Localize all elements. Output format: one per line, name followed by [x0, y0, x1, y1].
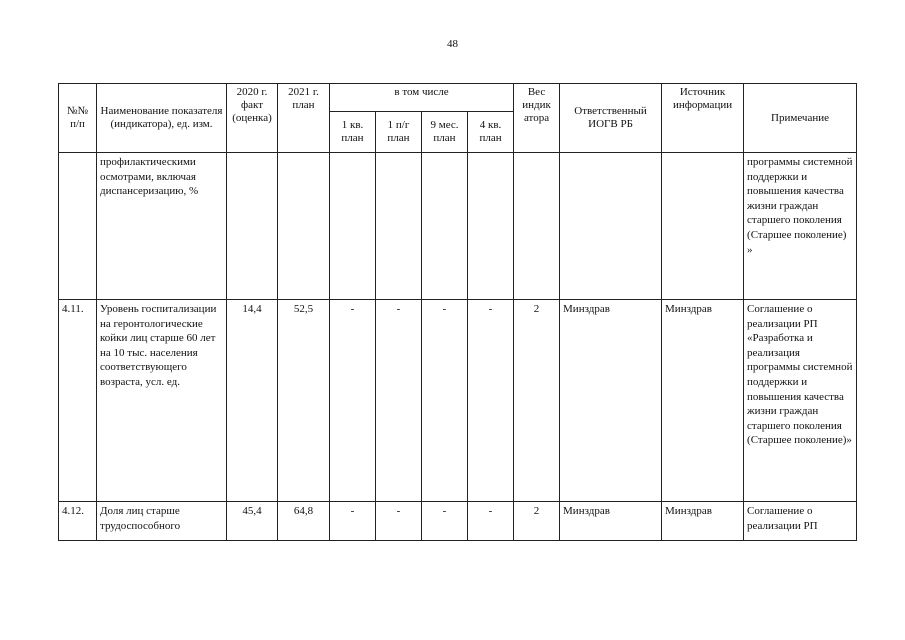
- cell-q1: [330, 153, 376, 300]
- cell-h1: -: [376, 502, 422, 541]
- cell-source: [662, 153, 744, 300]
- cell-fact-2020: [227, 153, 278, 300]
- header-q4: 4 кв. план: [468, 112, 514, 153]
- header-h1: 1 п/г план: [376, 112, 422, 153]
- cell-fact-2020: 14,4: [227, 300, 278, 502]
- cell-fact-2020: 45,4: [227, 502, 278, 541]
- cell-h1: [376, 153, 422, 300]
- cell-plan-2021: 52,5: [278, 300, 330, 502]
- cell-plan-2021: [278, 153, 330, 300]
- cell-weight: 2: [514, 300, 560, 502]
- cell-9m: -: [422, 300, 468, 502]
- cell-num: 4.11.: [59, 300, 97, 502]
- cell-q4: [468, 153, 514, 300]
- header-note: Примечание: [744, 84, 857, 153]
- cell-responsible: Минздрав: [560, 300, 662, 502]
- cell-source: Минздрав: [662, 300, 744, 502]
- header-weight: Вес индик атора: [514, 84, 560, 153]
- cell-source: Минздрав: [662, 502, 744, 541]
- cell-9m: [422, 153, 468, 300]
- cell-note: программы системной поддержки и повышения качества жизни граждан старшего поколения (Старшее поколение) »: [744, 153, 857, 300]
- header-name: Наименование показателя (индикатора), ед. изм.: [97, 84, 227, 153]
- header-num: №№ п/п: [59, 84, 97, 153]
- cell-9m: -: [422, 502, 468, 541]
- header-plan-2021: 2021 г. план: [278, 84, 330, 153]
- cell-num: 4.12.: [59, 502, 97, 541]
- header-including: в том числе: [330, 84, 514, 112]
- header-responsible: Ответственный ИОГВ РБ: [560, 84, 662, 153]
- header-q1: 1 кв. план: [330, 112, 376, 153]
- cell-name: Доля лиц старше трудоспособного: [97, 502, 227, 541]
- cell-name: профилактическими осмотрами, включая диспансеризацию, %: [97, 153, 227, 300]
- cell-q1: -: [330, 300, 376, 502]
- cell-name: Уровень госпитализации на геронтологические койки лиц старше 60 лет на 10 тыс. населения соответствующего возраста, усл. ед.: [97, 300, 227, 502]
- cell-note: Соглашение о реализации РП: [744, 502, 857, 541]
- cell-q4: -: [468, 502, 514, 541]
- table-row: [59, 502, 857, 541]
- cell-q4: -: [468, 300, 514, 502]
- cell-note: Соглашение о реализации РП «Разработка и реализация программы системной поддержки и повышения качества жизни граждан старшего поколения (Старшее поколение)»: [744, 300, 857, 502]
- cell-weight: [514, 153, 560, 300]
- cell-num: [59, 153, 97, 300]
- cell-responsible: [560, 153, 662, 300]
- header-source: Источник информации: [662, 84, 744, 153]
- header-9m: 9 мес. план: [422, 112, 468, 153]
- indicators-table: [58, 83, 857, 541]
- table-row: [59, 153, 857, 300]
- cell-responsible: Минздрав: [560, 502, 662, 541]
- table-header: [59, 84, 857, 153]
- table-row: [59, 300, 857, 502]
- header-fact-2020: 2020 г. факт (оценка): [227, 84, 278, 153]
- cell-weight: 2: [514, 502, 560, 541]
- cell-q1: -: [330, 502, 376, 541]
- cell-h1: -: [376, 300, 422, 502]
- cell-plan-2021: 64,8: [278, 502, 330, 541]
- page-number: 48: [447, 38, 458, 50]
